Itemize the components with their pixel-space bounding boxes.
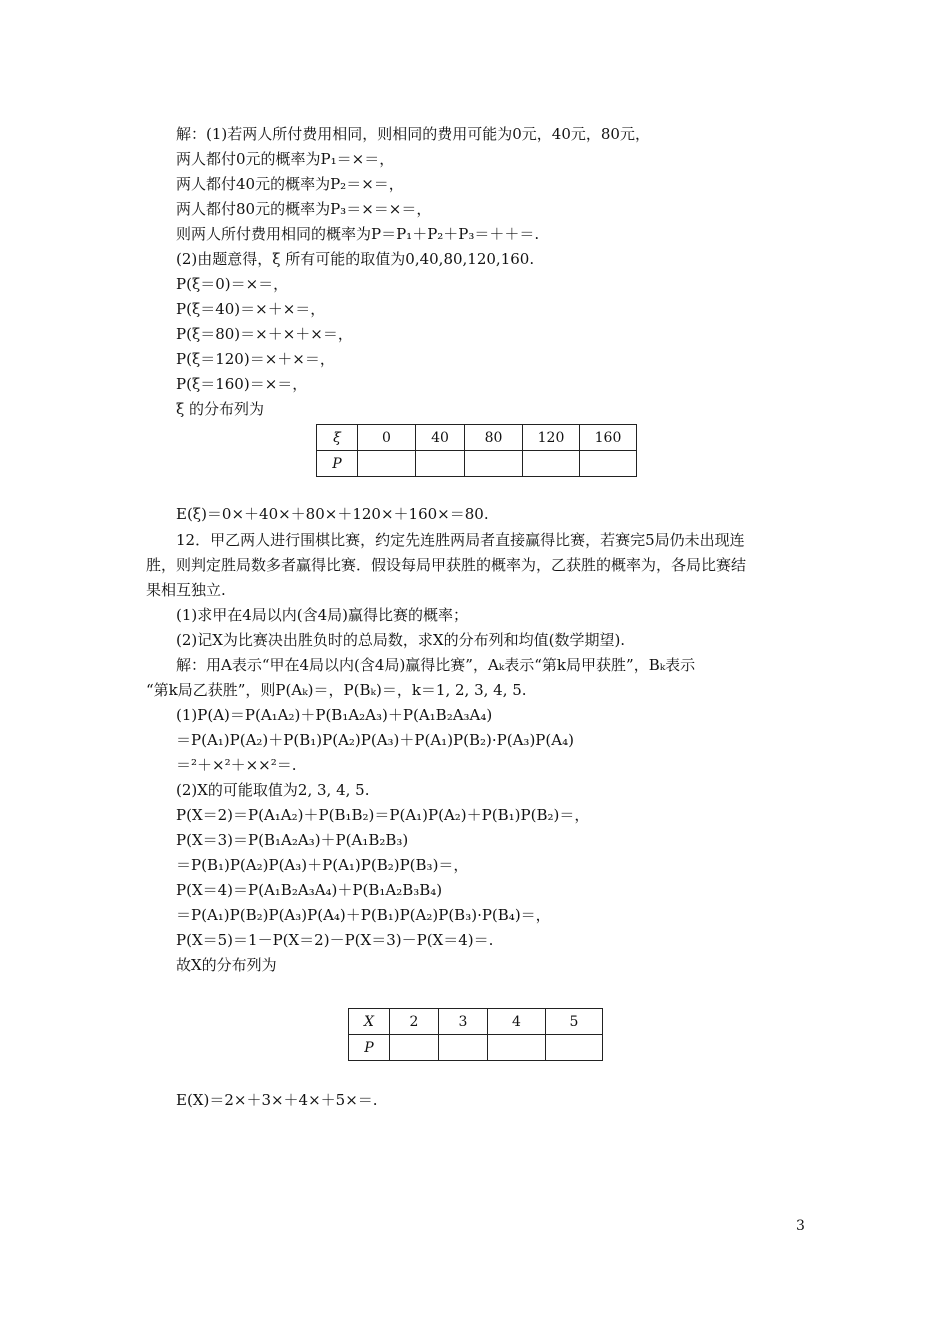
problem-statement: 果相互独立. <box>146 581 226 599</box>
solution-line: (1)P(A)＝P(A₁A₂)＋P(B₁A₂A₃)＋P(A₁B₂A₃A₄) <box>176 706 493 724</box>
solution-line: 故X的分布列为 <box>176 956 277 974</box>
solution-line: 两人都付80元的概率为P₃＝×＝×＝， <box>176 200 432 218</box>
question-2: (2)记X为比赛决出胜负时的总局数，求X的分布列和均值(数学期望). <box>176 631 626 649</box>
solution-line: (2)X的可能取值为2, 3, 4, 5. <box>176 781 370 799</box>
problem-statement: 胜，则判定胜局数多者赢得比赛．假设每局甲获胜的概率为，乙获胜的概率为，各局比赛结 <box>146 556 747 574</box>
table-cell: P <box>317 451 358 477</box>
solution-line: P(X＝2)＝P(A₁A₂)＋P(B₁B₂)＝P(A₁)P(A₂)＋P(B₁)P(B₂)＝， <box>176 806 590 824</box>
table-row <box>349 1035 603 1061</box>
solution-line: 两人都付0元的概率为P₁＝×＝， <box>176 150 395 168</box>
table-cell <box>390 1035 439 1061</box>
solution-line: P(X＝4)＝P(A₁B₂A₃A₄)＋P(B₁A₂B₃B₄) <box>176 881 443 899</box>
table-cell: 4 <box>488 1009 546 1035</box>
table-cell: 0 <box>358 425 416 451</box>
solution-line: ＝P(A₁)P(B₂)P(A₃)P(A₄)＋P(B₁)P(A₂)P(B₃)·P(B₄)＝， <box>176 906 551 924</box>
table-cell: ξ <box>317 425 358 451</box>
solution-line: ＝P(A₁)P(A₂)＋P(B₁)P(A₂)P(A₃)＋P(A₁)P(B₂)·P(A₃)P(A₄) <box>176 731 574 749</box>
table-cell <box>580 451 637 477</box>
table-cell <box>358 451 416 477</box>
solution-line: P(X＝5)＝1－P(X＝2)－P(X＝3)－P(X＝4)＝. <box>176 931 494 949</box>
table-row <box>317 425 637 451</box>
solution-line: “第k局乙获胜”，则P(Aₖ)＝，P(Bₖ)＝，k＝1, 2, 3, 4, 5. <box>146 681 527 699</box>
solution-line: P(X＝3)＝P(B₁A₂A₃)＋P(A₁B₂B₃) <box>176 831 409 849</box>
table-cell <box>546 1035 603 1061</box>
solution-line: P(ξ＝40)＝×＋×＝， <box>176 300 326 318</box>
table-row <box>317 451 637 477</box>
solution-line: (2)由题意得，ξ 所有可能的取值为0,40,80,120,160. <box>176 250 535 268</box>
solution-line: 则两人所付费用相同的概率为P＝P₁＋P₂＋P₃＝＋＋＝. <box>176 225 540 243</box>
solution-line: P(ξ＝0)＝×＝， <box>176 275 289 293</box>
table-cell: P <box>349 1035 390 1061</box>
solution-line: 两人都付40元的概率为P₂＝×＝， <box>176 175 404 193</box>
solution-line: ＝P(B₁)P(A₂)P(A₃)＋P(A₁)P(B₂)P(B₃)＝， <box>176 856 469 874</box>
expectation-line: E(ξ)＝0×＋40×＋80×＋120×＋160×＝80. <box>176 505 489 523</box>
solution-line: 解：用A表示“甲在4局以内(含4局)赢得比赛”，Aₖ表示“第k局甲获胜”，Bₖ表示 <box>176 656 696 674</box>
question-1: (1)求甲在4局以内(含4局)赢得比赛的概率； <box>176 606 469 624</box>
solution-line: P(ξ＝80)＝×＋×＋×＝， <box>176 325 353 343</box>
table-cell <box>416 451 465 477</box>
page-number: 3 <box>796 1218 805 1234</box>
distribution-table-x <box>348 1008 603 1061</box>
table-cell <box>488 1035 546 1061</box>
solution-line: 解：(1)若两人所付费用相同，则相同的费用可能为0元，40元，80元， <box>176 125 650 143</box>
table-cell <box>523 451 580 477</box>
table-cell: 2 <box>390 1009 439 1035</box>
table-cell <box>439 1035 488 1061</box>
table-cell: 80 <box>465 425 523 451</box>
solution-line: P(ξ＝160)＝×＝， <box>176 375 308 393</box>
table-row <box>349 1009 603 1035</box>
solution-line: P(ξ＝120)＝×＋×＝， <box>176 350 335 368</box>
problem-statement: 12．甲乙两人进行围棋比赛，约定先连胜两局者直接赢得比赛，若赛完5局仍未出现连 <box>176 531 745 549</box>
table-cell: 120 <box>523 425 580 451</box>
table-cell <box>465 451 523 477</box>
table-cell: X <box>349 1009 390 1035</box>
expectation-line: E(X)＝2×＋3×＋4×＋5×＝. <box>176 1091 378 1109</box>
table-cell: 160 <box>580 425 637 451</box>
solution-line: ＝²＋×²＋××²＝. <box>176 756 297 774</box>
distribution-table-xi <box>316 424 637 477</box>
table-cell: 3 <box>439 1009 488 1035</box>
solution-line: ξ 的分布列为 <box>176 400 265 418</box>
table-cell: 5 <box>546 1009 603 1035</box>
table-cell: 40 <box>416 425 465 451</box>
